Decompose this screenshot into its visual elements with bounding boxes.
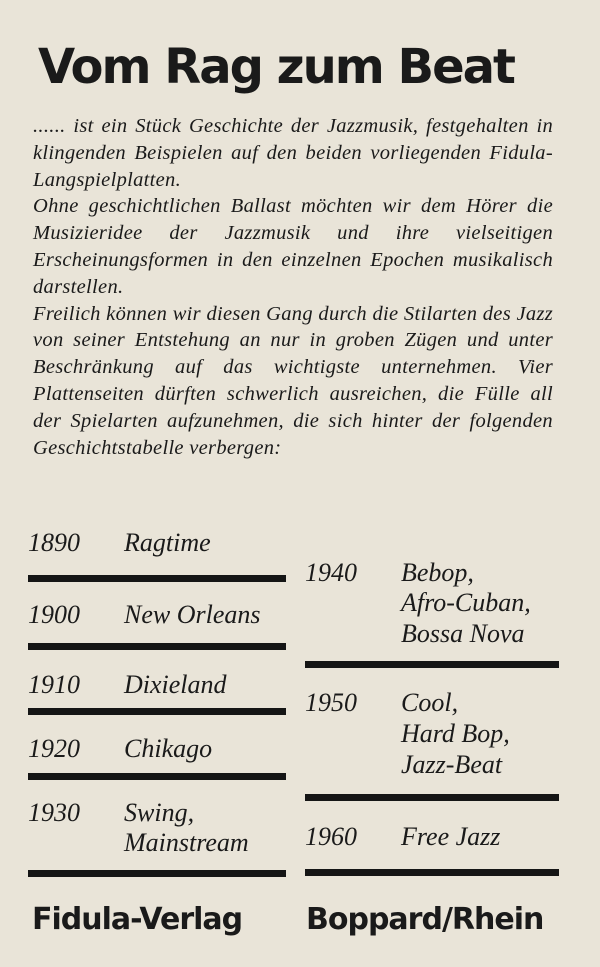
timeline-year: 1950: [305, 688, 357, 717]
timeline-style: New Orleans: [124, 600, 261, 629]
timeline-divider: [305, 661, 559, 668]
timeline-style: Ragtime: [124, 528, 211, 557]
intro-paragraph-2: Ohne geschichtlichen Ballast möchten wir dem Hörer die Musizieridee der Jazzmusik und ihre vielseitigen Erscheinungsformen in den einzelnen Epochen musikalisch darstellen.: [33, 195, 553, 298]
timeline-divider: [28, 773, 286, 780]
timeline-year: 1940: [305, 558, 357, 587]
intro-paragraph-1: ...... ist ein Stück Geschichte der Jazzmusik, festgehalten in klingenden Beispielen auf den beiden vorliegenden Fidula-Langspielplatten.: [33, 115, 553, 191]
timeline-year: 1920: [28, 734, 80, 763]
publisher-location: Boppard/Rhein: [306, 902, 544, 937]
timeline-style: Jazz-Beat: [401, 750, 503, 779]
timeline-style: Chikago: [124, 734, 213, 763]
timeline-divider: [305, 794, 559, 801]
timeline-year: 1930: [28, 798, 80, 827]
timeline-divider: [28, 870, 286, 877]
publisher-footer: [32, 900, 568, 940]
timeline-style: Afro-Cuban,: [401, 588, 531, 617]
timeline-style: Hard Bop,: [401, 719, 510, 748]
timeline-style: Bossa Nova: [401, 619, 525, 648]
timeline-style: Dixieland: [124, 670, 227, 699]
timeline-style: Free Jazz: [401, 822, 501, 851]
timeline-style: Swing,: [124, 798, 195, 827]
timeline-year: 1960: [305, 822, 357, 851]
timeline-divider: [28, 708, 286, 715]
intro-text: [33, 113, 553, 461]
timeline-divider: [305, 869, 559, 876]
timeline-year: 1910: [28, 670, 80, 699]
intro-paragraph-3: Freilich können wir diesen Gang durch die Stilarten des Jazz von seiner Entstehung an nur in groben Zügen und unter Beschränkung auf das wichtigste unternehmen. Vier Plattenseiten dürften schwerlich ausreichen, die Fülle all der Spielarten aufzunehmen, die sich hinter der folgenden Geschichtstabelle verbergen:: [33, 302, 553, 459]
timeline-style: Mainstream: [124, 828, 249, 857]
timeline-year: 1900: [28, 600, 80, 629]
timeline-year: 1890: [28, 528, 80, 557]
publisher-name: Fidula-Verlag: [32, 902, 243, 937]
timeline-style: Cool,: [401, 688, 459, 717]
page-title: Vom Rag zum Beat: [38, 39, 514, 95]
timeline-style: Bebop,: [401, 558, 474, 587]
timeline-divider: [28, 575, 286, 582]
timeline-divider: [28, 643, 286, 650]
